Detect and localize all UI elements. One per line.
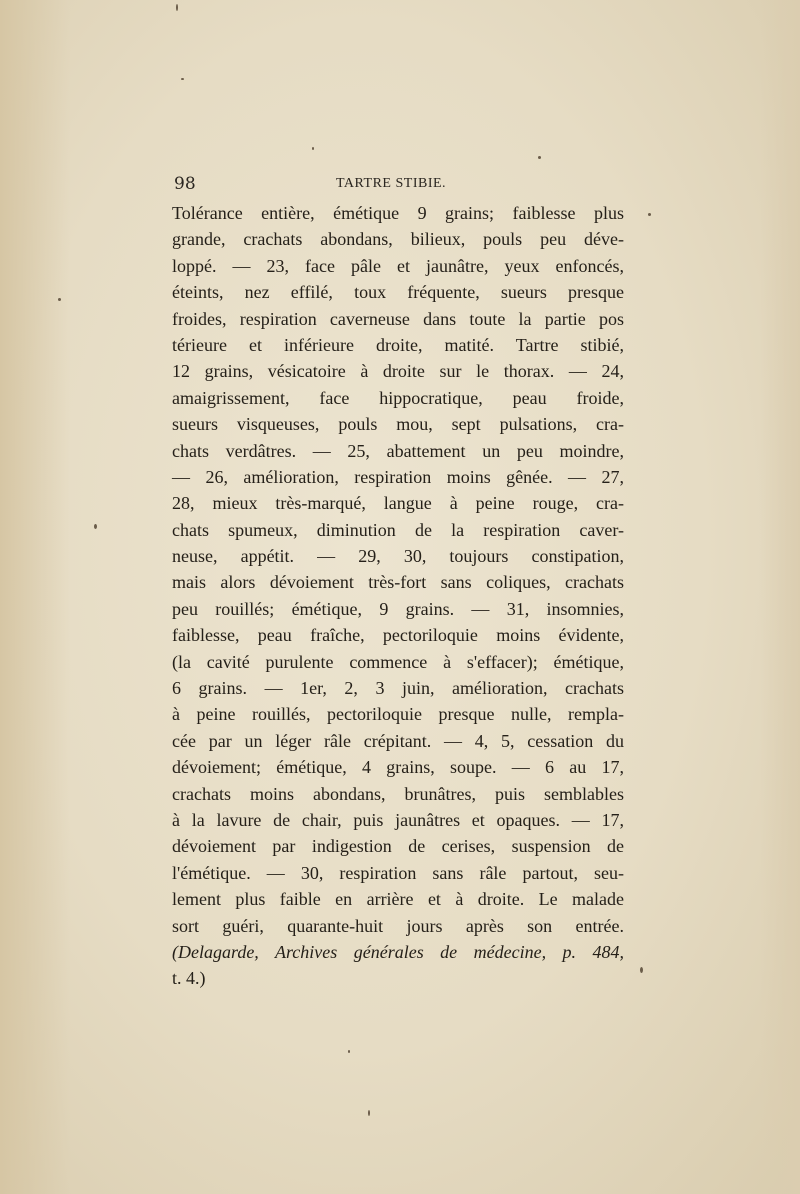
text-line: (la cavité purulente commence à s'effacer); émétique, [172, 651, 624, 672]
paper-speck [94, 524, 97, 529]
text-line: térieure et inférieure droite, matité. Tartre stibié, [172, 334, 624, 355]
paper-speck [176, 4, 178, 11]
text-line: éteints, nez effilé, toux fréquente, sueurs presque [172, 282, 624, 303]
paper-speck [640, 967, 643, 973]
citation-line: (Delagarde, Archives générales de médecine, p. 484, [172, 941, 624, 962]
text-line: peu rouillés; émétique, 9 grains. — 31, insomnies, [172, 598, 624, 619]
paper-speck [58, 298, 61, 301]
text-line: sueurs visqueuses, pouls mou, sept pulsations, cra- [172, 414, 624, 435]
text-line: loppé. — 23, face pâle et jaunâtre, yeux enfoncés, [172, 255, 624, 276]
text-line: crachats moins abondans, brunâtres, puis semblables [172, 783, 624, 804]
text-line: cée par un léger râle crépitant. — 4, 5, cessation du [172, 730, 624, 751]
page-number: 98 [174, 174, 196, 194]
paper-speck [648, 213, 651, 216]
text-line: 6 grains. — 1er, 2, 3 juin, amélioration, crachats [172, 678, 624, 699]
text-line: faiblesse, peau fraîche, pectoriloquie moins évidente, [172, 625, 624, 646]
running-title: TARTRE STIBIE. [336, 176, 447, 191]
text-line: Tolérance entière, émétique 9 grains; faiblesse plus [172, 203, 624, 223]
text-line: chats spumeux, diminution de la respiration caver- [172, 519, 624, 540]
paper-speck [181, 78, 184, 80]
page-shadow-right [760, 0, 800, 1194]
body-text [172, 200, 624, 992]
paper-speck [312, 147, 314, 150]
text-line: froides, respiration caverneuse dans toute la partie pos [172, 308, 624, 329]
text-line: chats verdâtres. — 25, abattement un peu moindre, [172, 440, 624, 461]
text-line: l'émétique. — 30, respiration sans râle partout, seu- [172, 862, 624, 883]
page-shadow-left [0, 0, 70, 1194]
text-line: grande, crachats abondans, bilieux, pouls peu déve- [172, 229, 624, 250]
citation-end-line: t. 4.) [172, 968, 206, 989]
running-head [174, 172, 626, 200]
paper-speck [538, 156, 541, 159]
text-line: à peine rouillés, pectoriloquie presque nulle, rempla- [172, 704, 624, 725]
text-line: amaigrissement, face hippocratique, peau froide, [172, 387, 624, 408]
paper-speck [348, 1050, 350, 1053]
text-line: lement plus faible en arrière et à droite. Le malade [172, 889, 624, 910]
text-line: — 26, amélioration, respiration moins gênée. — 27, [172, 466, 624, 487]
paper-speck [368, 1110, 370, 1116]
text-line: mais alors dévoiement très-fort sans coliques, crachats [172, 572, 624, 593]
text-line: sort guéri, quarante-huit jours après son entrée. [172, 915, 624, 936]
text-line: à la lavure de chair, puis jaunâtres et opaques. — 17, [172, 809, 624, 830]
text-line: neuse, appétit. — 29, 30, toujours constipation, [172, 546, 624, 567]
text-line: 12 grains, vésicatoire à droite sur le thorax. — 24, [172, 361, 624, 382]
text-line: dévoiement par indigestion de cerises, suspension de [172, 836, 624, 857]
text-line: dévoiement; émétique, 4 grains, soupe. — 6 au 17, [172, 757, 624, 778]
text-line: 28, mieux très-marqué, langue à peine rouge, cra- [172, 493, 624, 514]
